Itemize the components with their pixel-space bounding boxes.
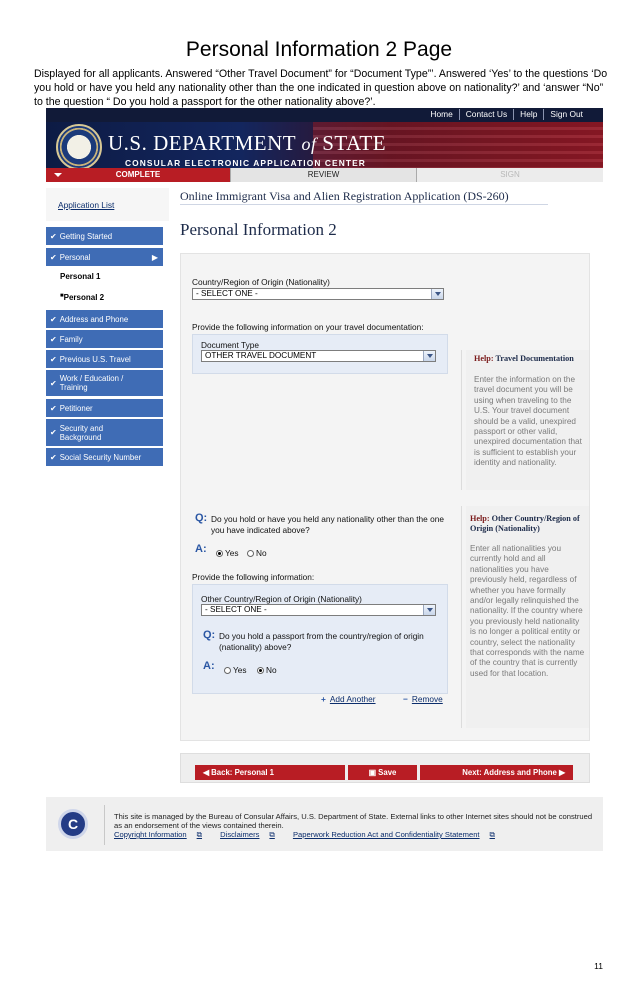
progress-sign: SIGN xyxy=(416,168,603,182)
document-title: Personal Information 2 Page xyxy=(185,38,453,61)
paperwork-link[interactable]: Paperwork Reduction Act and Confidentiality Statement ⧉ xyxy=(292,830,495,839)
column-separator xyxy=(461,350,462,490)
sidebar-item-ssn[interactable]: ✔ Social Security Number xyxy=(46,448,163,466)
other-country-label: Other Country/Region of Origin (Nationality) xyxy=(201,594,362,604)
check-icon: ✔ xyxy=(50,334,57,344)
help-text-travel: Enter the information on the travel document you will be using when traveling to the U.S. Your travel document should be a valid, unexpired passport or other valid, unexpired documentation that is sufficient to establish your identity and nationality. xyxy=(474,375,582,468)
sidebar-item-security[interactable]: ✔ Security and Background xyxy=(46,419,163,446)
minus-icon: − xyxy=(403,694,408,704)
sidebar-subitem-personal-1[interactable]: Personal 1 xyxy=(60,272,101,281)
nationality-select[interactable]: - SELECT ONE - xyxy=(192,288,444,300)
footer-text: This site is managed by the Bureau of Consular Affairs, U.S. Department of State. External links to other Internet sites should not be construed as an endorsement of the views contained therein. xyxy=(114,812,593,831)
a2-marker: A: xyxy=(203,660,215,672)
help-title-nationality: Help: Other Country/Region of Origin (Nationality) xyxy=(470,514,580,533)
chevron-down-icon xyxy=(54,173,62,177)
back-arrow-icon: ◀ xyxy=(203,768,212,777)
q1-marker: Q: xyxy=(195,512,208,524)
nav-signout-link[interactable]: Sign Out xyxy=(543,109,589,120)
state-seal-icon xyxy=(56,124,102,170)
chevron-down-icon xyxy=(423,351,435,361)
progress-complete: COMPLETE xyxy=(46,168,230,182)
application-list-link[interactable]: Application List xyxy=(46,188,169,221)
chevron-down-icon xyxy=(431,289,443,299)
external-link-icon: ⧉ xyxy=(196,830,203,839)
q2-no-option[interactable]: No xyxy=(257,665,277,675)
chevron-down-icon xyxy=(423,605,435,615)
travel-doc-prompt: Provide the following information on your travel documentation: xyxy=(192,322,424,332)
form-heading: Online Immigrant Visa and Alien Registration Application (DS-260) xyxy=(180,189,509,203)
q2-yes-radio[interactable] xyxy=(224,667,231,674)
page-title: Personal Information 2 xyxy=(180,220,337,239)
q1-yes-option[interactable]: Yes xyxy=(216,548,239,558)
provide-info-label: Provide the following information: xyxy=(192,572,315,582)
sidebar-item-work-education[interactable]: ✔ Work / Education / Training xyxy=(46,370,163,396)
footer-links xyxy=(114,830,511,840)
add-another-link[interactable]: + Add Another xyxy=(321,694,376,704)
chevron-right-icon: ▶ xyxy=(151,252,158,262)
form-panel xyxy=(180,253,590,741)
footer xyxy=(46,797,603,851)
q2-text: Do you hold a passport from the country/region of origin (nationality) above? xyxy=(219,631,424,652)
sidebar-item-personal[interactable]: ✔ Personal ▶ xyxy=(46,248,163,266)
external-link-icon: ⧉ xyxy=(269,830,275,839)
sidebar-item-petitioner[interactable]: ✔ Petitioner xyxy=(46,399,163,417)
check-icon: ✔ xyxy=(50,378,57,388)
q2-no-radio[interactable] xyxy=(257,667,264,674)
document-type-label: Document Type xyxy=(201,340,259,350)
progress-bar xyxy=(46,168,603,182)
q1-yes-radio[interactable] xyxy=(216,550,223,557)
check-icon: ✔ xyxy=(50,252,57,262)
nav-help-link[interactable]: Help xyxy=(513,109,543,120)
sidebar-item-address-phone[interactable]: ✔ Address and Phone xyxy=(46,310,163,328)
next-arrow-icon: ▶ xyxy=(556,768,565,777)
plus-icon: + xyxy=(321,694,326,704)
heading-divider xyxy=(180,204,548,205)
check-icon: ✔ xyxy=(50,354,57,364)
check-icon: ✔ xyxy=(50,452,57,462)
top-bar xyxy=(46,108,603,122)
save-button[interactable]: ▣ Save xyxy=(348,765,417,780)
disclaimers-link[interactable]: Disclaimers ⧉ xyxy=(220,830,275,839)
document-type-select[interactable]: OTHER TRAVEL DOCUMENT xyxy=(201,350,436,362)
back-button[interactable]: ◀ Back: Personal 1 xyxy=(195,765,345,780)
remove-link[interactable]: − Remove xyxy=(403,694,443,704)
check-icon: ✔ xyxy=(50,231,57,241)
external-link-icon: ⧉ xyxy=(489,830,495,839)
q2-yes-option[interactable]: Yes xyxy=(224,665,247,675)
column-separator xyxy=(461,506,462,728)
sidebar-item-previous-travel[interactable]: ✔ Previous U.S. Travel xyxy=(46,350,163,368)
nav-home-link[interactable]: Home xyxy=(430,109,453,119)
nationality-label: Country/Region of Origin (Nationality) xyxy=(192,277,330,287)
check-icon: ✔ xyxy=(50,314,57,324)
a1-marker: A: xyxy=(195,543,207,555)
page-number: 11 xyxy=(594,961,603,971)
q2-marker: Q: xyxy=(203,629,216,641)
check-icon: ✔ xyxy=(50,403,57,413)
app-screenshot xyxy=(46,108,603,788)
progress-review: REVIEW xyxy=(230,168,416,182)
help-text-nationality: Enter all nationalities you currently hold and all nationalities you have previously held, regardless of whether you have formally and/or legally relinquished the nationality. If the country where you previously held nationality is no longer a political entity or country, select the nationality that corresponds with the name of the country that is currently used for that location. xyxy=(470,544,585,678)
help-title-travel: Help: Travel Documentation xyxy=(474,354,574,363)
next-button[interactable]: Next: Address and Phone ▶ xyxy=(420,765,573,780)
button-bar xyxy=(180,753,590,783)
top-nav xyxy=(424,109,589,120)
consular-logo-icon: C xyxy=(58,809,88,839)
sidebar-item-getting-started[interactable]: ✔ Getting Started xyxy=(46,227,163,245)
q1-text: Do you hold or have you held any nationality other than the one you have indicated above? xyxy=(211,514,444,535)
sidebar-subitem-personal-2[interactable]: ■Personal 2 xyxy=(60,293,105,302)
q1-no-option[interactable]: No xyxy=(247,548,267,558)
current-marker-icon: ■ xyxy=(60,293,64,299)
nav-contact-link[interactable]: Contact Us xyxy=(459,109,513,120)
q1-no-radio[interactable] xyxy=(247,550,254,557)
check-icon: ✔ xyxy=(50,428,57,437)
brand-subtitle: CONSULAR ELECTRONIC APPLICATION CENTER xyxy=(125,158,366,168)
save-icon: ▣ xyxy=(368,768,379,777)
copyright-link[interactable]: Copyright Information ⧉ xyxy=(114,830,203,839)
document-description: Displayed for all applicants. Answered “Other Travel Document” for “Document Type”’. Answered ‘Yes’ to the questions ‘Do you hold or have you held any nationality other than the one indicated in question above on nationality?’ and ‘answer “No” to the question “ Do you hold a passport for the other nationality above?’. xyxy=(34,68,608,108)
brand-title: U.S. DEPARTMENT of STATE xyxy=(108,131,387,155)
footer-divider xyxy=(104,805,105,845)
other-country-select[interactable]: - SELECT ONE - xyxy=(201,604,436,616)
sidebar-item-family[interactable]: ✔ Family xyxy=(46,330,163,348)
header-banner xyxy=(46,122,603,174)
